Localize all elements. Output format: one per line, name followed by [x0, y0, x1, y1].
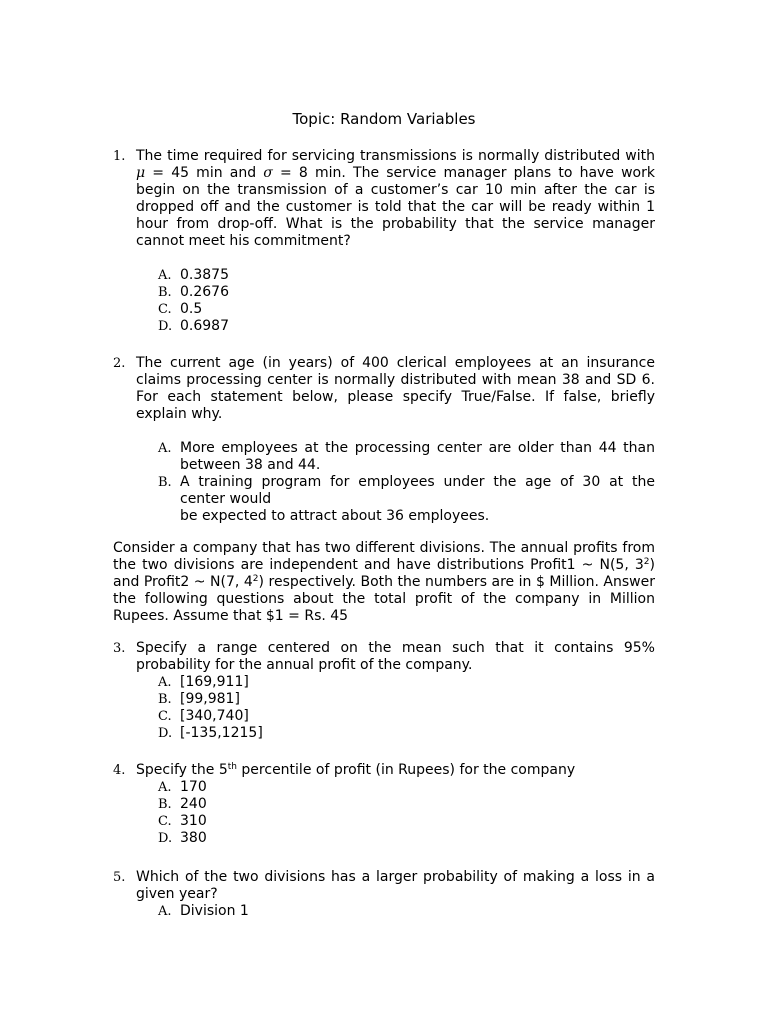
option-text: [99,981] [180, 691, 240, 707]
option-letter: A. [158, 780, 172, 795]
question-1 [113, 148, 655, 335]
question-text: The current age (in years) of 400 clerical employees at an insurance claims processing center is normally distributed with mean 38 and SD 6. For each statement below, please specify True/False. If false, briefly explain why. [136, 355, 655, 422]
option-text: 0.3875 [180, 267, 229, 283]
option-text: 170 [180, 779, 207, 795]
option-d [158, 318, 655, 335]
option-text [180, 474, 655, 525]
option-letter: B. [158, 475, 172, 490]
question-text: Which of the two divisions has a larger probability of making a loss in a given year? [136, 869, 655, 902]
question-text: Specify a range centered on the mean such that it contains 95% probability for the annual profit of the company. [136, 640, 655, 673]
question-2 [113, 355, 655, 525]
option-a [158, 674, 655, 691]
option-text: 380 [180, 830, 207, 846]
option-letter: A. [158, 441, 172, 456]
question-text-segment: = 8 min. The service manager plans to have work begin on the transmission of a customer’s car 10 min after the car is dropped off and the customer is told that the car will be ready within 1 hour from drop-off. What is the probability that the service manager cannot meet his commitment? [136, 165, 655, 249]
option-letter: A. [158, 675, 172, 690]
question-text [136, 762, 655, 779]
superscript: 2 [252, 574, 259, 584]
options-list [158, 779, 655, 847]
context-paragraph [113, 540, 655, 625]
option-b [158, 284, 655, 301]
question-number: 3. [113, 641, 126, 656]
options-list [158, 267, 655, 335]
option-text-line: A training program for employees under the age of 30 at the center would [180, 474, 655, 507]
option-letter: B. [158, 797, 172, 812]
option-text: Division 1 [180, 903, 249, 919]
mu-symbol: μ [136, 165, 146, 181]
question-text-segment: Specify the 5 [136, 762, 228, 778]
option-a [158, 903, 655, 920]
option-d [158, 830, 655, 847]
option-letter: A. [158, 904, 172, 919]
option-letter: B. [158, 692, 172, 707]
question-number: 4. [113, 763, 126, 778]
superscript: th [227, 762, 237, 772]
option-letter: D. [158, 831, 173, 846]
option-a [158, 779, 655, 796]
option-b [158, 691, 655, 708]
sigma-symbol: σ [263, 165, 273, 181]
question-4 [113, 762, 655, 847]
option-letter: C. [158, 302, 172, 317]
paragraph-segment: Consider a company that has two different divisions. The annual profits from the two divisions are independent and have distributions Profit1 ~ N(5, 3 [113, 540, 655, 573]
page-title: Topic: Random Variables [292, 110, 476, 128]
option-text: 310 [180, 813, 207, 829]
option-letter: A. [158, 268, 172, 283]
options-list [158, 440, 655, 525]
option-c [158, 813, 655, 830]
question-number: 1. [113, 149, 126, 164]
option-letter: C. [158, 709, 172, 724]
option-letter: D. [158, 726, 173, 741]
option-text: 240 [180, 796, 207, 812]
option-text: [-135,1215] [180, 725, 263, 741]
question-text-line: The time required for servicing transmissions is normally distributed with [136, 148, 655, 164]
options-list [158, 674, 655, 742]
superscript: 2 [643, 557, 650, 567]
question-number: 5. [113, 870, 126, 885]
question-number: 2. [113, 356, 126, 371]
option-text: 0.2676 [180, 284, 229, 300]
option-text: More employees at the processing center are older than 44 than between 38 and 44. [180, 440, 655, 473]
option-letter: C. [158, 814, 172, 829]
option-a [158, 440, 655, 474]
question-text-segment: percentile of profit (in Rupees) for the company [236, 762, 576, 778]
question-text [136, 148, 655, 250]
question-text-segment: = 45 min and [145, 165, 264, 181]
option-d [158, 725, 655, 742]
options-list [158, 903, 655, 920]
option-b [158, 474, 655, 525]
question-5 [113, 869, 655, 920]
option-letter: B. [158, 285, 172, 300]
option-text: 0.6987 [180, 318, 229, 334]
option-text: [169,911] [180, 674, 249, 690]
option-b [158, 796, 655, 813]
paragraph-segment: ) respectively. Both the numbers are in $ Million. Answer the following questions about the total profit of the company in Million Rupees. Assume that $1 = Rs. 45 [113, 574, 655, 624]
option-c [158, 708, 655, 725]
question-3 [113, 640, 655, 742]
option-c [158, 301, 655, 318]
paragraph-segment: ) and Profit2 ~ N(7, 4 [113, 557, 655, 590]
option-text: [340,740] [180, 708, 249, 724]
option-text: 0.5 [180, 301, 203, 317]
option-a [158, 267, 655, 284]
option-letter: D. [158, 319, 173, 334]
option-text-line: be expected to attract about 36 employees. [180, 508, 490, 524]
